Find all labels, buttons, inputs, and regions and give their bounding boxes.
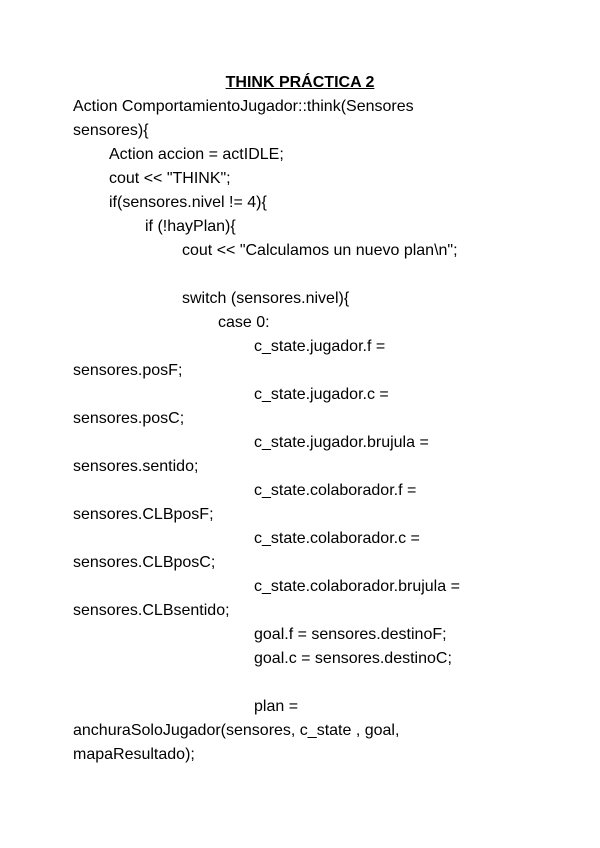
code-line: cout << "Calculamos un nuevo plan\n"; xyxy=(182,242,458,259)
code-line: c_state.jugador.c = xyxy=(254,386,389,403)
code-line: sensores){ xyxy=(73,122,149,139)
code-line: anchuraSoloJugador(sensores, c_state , goal, xyxy=(73,722,400,739)
code-line: sensores.posC; xyxy=(73,410,185,427)
code-line: c_state.jugador.f = xyxy=(254,338,386,355)
code-line: plan = xyxy=(254,698,299,715)
code-line: sensores.sentido; xyxy=(73,458,199,475)
code-line: goal.c = sensores.destinoC; xyxy=(254,650,452,667)
code-line: if (!hayPlan){ xyxy=(145,218,236,235)
code-line: cout << "THINK"; xyxy=(109,170,231,187)
code-line: sensores.posF; xyxy=(73,362,183,379)
code-line: sensores.CLBsentido; xyxy=(73,602,230,619)
code-line: switch (sensores.nivel){ xyxy=(182,290,350,307)
code-line: mapaResultado); xyxy=(73,746,195,763)
code-line: Action ComportamientoJugador::think(Sensores xyxy=(73,98,414,115)
document-title: THINK PRÁCTICA 2 xyxy=(225,74,375,91)
code-line: sensores.CLBposC; xyxy=(73,554,216,571)
code-line: goal.f = sensores.destinoF; xyxy=(254,626,447,643)
code-line: sensores.CLBposF; xyxy=(73,506,214,523)
code-line: if(sensores.nivel != 4){ xyxy=(109,194,267,211)
code-line: c_state.colaborador.c = xyxy=(254,530,420,547)
code-line: c_state.jugador.brujula = xyxy=(254,434,429,451)
code-line: c_state.colaborador.brujula = xyxy=(254,578,460,595)
code-line: Action accion = actIDLE; xyxy=(109,146,284,163)
code-line: case 0: xyxy=(218,314,270,331)
code-line: c_state.colaborador.f = xyxy=(254,482,417,499)
